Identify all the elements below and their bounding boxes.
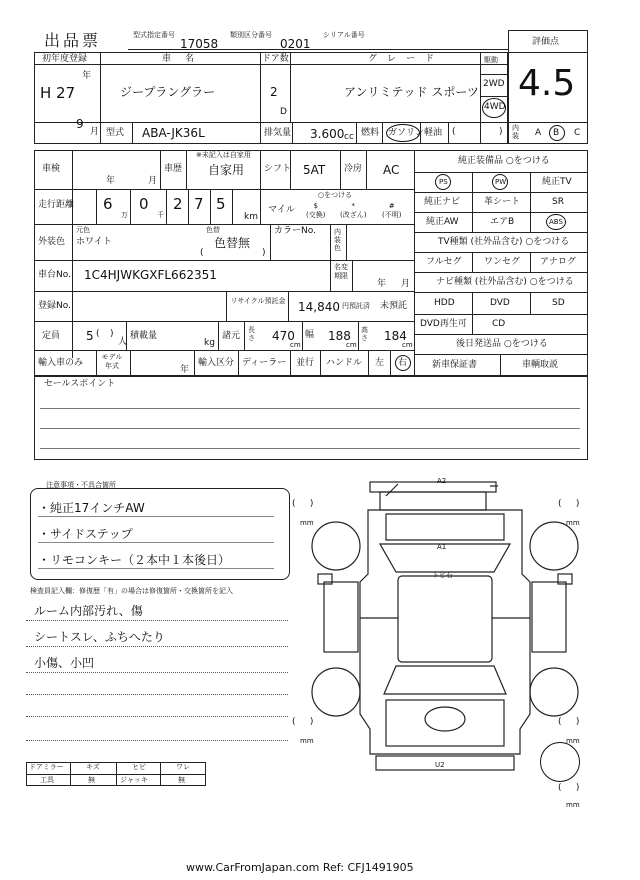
navi-type-header: ナビ種類 (社外品含む) ○をつける — [436, 277, 574, 287]
grade-label: グレード — [368, 54, 445, 64]
footer-watermark: www.CarFromJapan.com Ref: CFJ1491905 — [186, 861, 414, 874]
name-change-label: 名変期限 — [334, 263, 348, 280]
category-label: 類別区分番号 — [230, 31, 272, 39]
inspector-line-2: シートスレ、ふちへたり — [34, 630, 165, 644]
capacity-label: 定員 — [42, 331, 61, 341]
score-value: 4.5 — [518, 63, 576, 104]
later-shipment-header: 後日発送品 ○をつける — [456, 339, 548, 349]
usage-label: 車歴 — [164, 164, 183, 174]
meter-exchange: $ (交換) — [306, 202, 326, 219]
notes-header: 注意事項・不具合箇所 — [46, 481, 116, 489]
note-item-1: ・純正17インチAW — [38, 501, 145, 515]
original-color: ホワイト — [76, 237, 112, 247]
meter-unknown: # (不明) — [382, 202, 402, 219]
car-name-label: 車名 — [162, 54, 209, 64]
mileage-label: 走行距離 — [38, 200, 75, 210]
car-name: ジープラングラー — [120, 85, 216, 99]
drive-2wd: 2WD — [483, 79, 505, 89]
width-value: 188 — [328, 329, 351, 343]
equip-oem-tv: 純正TV — [542, 177, 572, 187]
form-title: 出品票 — [44, 31, 102, 50]
tire-rear-right — [530, 668, 578, 716]
mileage-digit-2: 0 — [139, 195, 149, 213]
displacement-label: 排気量 — [264, 128, 292, 138]
paint-value: 色替無 — [214, 236, 251, 250]
model-year-label: モデル年式 — [101, 353, 123, 370]
color-no-label: カラーNo. — [274, 226, 316, 236]
color-label: 外装色 — [38, 237, 66, 247]
equip-pw: PW — [495, 178, 507, 186]
oem-equipment-header: 純正装備品 ○をつける — [458, 156, 550, 166]
score-label: 評価点 — [532, 37, 560, 47]
chassis-label: 車台No. — [38, 270, 71, 280]
ac-value: AC — [383, 163, 400, 177]
import-dealer: ディーラー — [242, 358, 287, 368]
drive-label: 駆動 — [484, 56, 498, 64]
inspector-line-1: ルーム内部汚れ、傷 — [34, 604, 143, 618]
reg-label: 登録No. — [38, 301, 71, 311]
recycle-unpaid: 未預託 — [380, 301, 408, 311]
capacity-value: 5 — [86, 329, 94, 343]
grade-value: アンリミテッド スポーツ — [344, 85, 479, 99]
interior-color-label: 内装色 — [334, 228, 341, 252]
inspector-header: 検査員記入欄：修復歴「有」の場合は修復箇所・交換箇所を記入 — [30, 587, 233, 595]
handle-right: 右 — [398, 358, 408, 368]
model-cert-no: 17058 — [180, 37, 219, 51]
usage-value: 自家用 — [208, 163, 245, 177]
shift-value: 5AT — [303, 163, 326, 177]
tire-spare — [540, 742, 580, 782]
front-bumper-shape — [370, 482, 496, 492]
equip-oem-navi: 純正ナビ — [424, 197, 461, 207]
doors-value: 2 — [270, 85, 278, 99]
equip-sr: SR — [552, 197, 564, 207]
mileage-digit-1: 6 — [103, 195, 113, 213]
drive-4wd: 4WD — [484, 102, 506, 112]
recycle-label: リサイクル預託金 — [230, 297, 286, 305]
model-cert-label: 型式指定番号 — [133, 31, 175, 39]
category-no: 0201 — [280, 37, 311, 51]
fuel-gasoline: ガソリン — [388, 128, 425, 138]
tire-front-left — [312, 522, 360, 570]
meter-mile: マイル — [268, 205, 295, 215]
size-label: 諸元 — [222, 331, 241, 341]
shift-label: シフト — [264, 164, 292, 174]
serial-label: シリアル番号 — [323, 31, 365, 39]
mileage-digit-4: 7 — [194, 195, 204, 213]
import-label: 輸入車のみ — [38, 358, 84, 368]
mileage-digit-5: 5 — [216, 195, 226, 213]
recycle-amount: 14,840 — [298, 300, 340, 314]
meter-tampered: * (改ざん) — [340, 202, 367, 219]
rear-bumper-shape — [376, 756, 514, 770]
tire-front-right — [530, 522, 578, 570]
import-parallel: 並行 — [296, 358, 315, 368]
note-item-2: ・サイドステップ — [38, 527, 133, 541]
ac-label: 冷房 — [344, 164, 363, 174]
first-reg-month: 9 — [76, 117, 84, 131]
chassis-no: 1C4HJWKGXFL662351 — [84, 268, 217, 282]
first-reg-label: 初年度登録 — [42, 54, 88, 64]
import-type-label: 輸入区分 — [198, 358, 235, 368]
note-item-3: ・リモコンキー（２本中１本後日） — [38, 553, 231, 567]
diagram-note-stone: トビ石 — [432, 571, 453, 579]
diagram-mark-a2: A2 — [437, 477, 447, 485]
equip-airbag: エアB — [490, 217, 515, 227]
tire-rear-left — [312, 668, 360, 716]
equip-abs: ABS — [549, 218, 563, 226]
equip-ps: PS — [439, 178, 448, 186]
displacement-value: 3.600 — [310, 127, 345, 141]
load-label: 積載量 — [130, 331, 158, 341]
fuel-diesel: 軽油 — [424, 128, 443, 138]
interior-grade-label: 内装 — [512, 124, 519, 140]
tv-type-header: TV種類 (社外品含む) ○をつける — [438, 237, 570, 247]
model-code: ABA-JK36L — [142, 126, 205, 140]
length-value: 470 — [272, 329, 295, 343]
handle-left: 左 — [375, 358, 385, 368]
mileage-digit-3: 2 — [173, 195, 183, 213]
equip-oem-aw: 純正AW — [426, 217, 459, 227]
inspection-label: 車検 — [42, 164, 61, 174]
diagram-mark-u2: U2 — [435, 761, 445, 769]
first-reg-era: H 27 — [40, 84, 76, 102]
handle-label: ハンドル — [326, 358, 363, 368]
height-value: 184 — [384, 329, 407, 343]
inspector-line-3: 小傷、小凹 — [34, 656, 95, 670]
diagram-mark-a1: A1 — [437, 543, 447, 551]
equip-leather: 革シート — [484, 197, 521, 207]
sales-points-label: セールスポイント — [44, 379, 116, 389]
fuel-label: 燃料 — [361, 128, 380, 138]
doors-label: ドア数 — [262, 54, 289, 64]
model-code-label: 型式 — [106, 128, 125, 138]
